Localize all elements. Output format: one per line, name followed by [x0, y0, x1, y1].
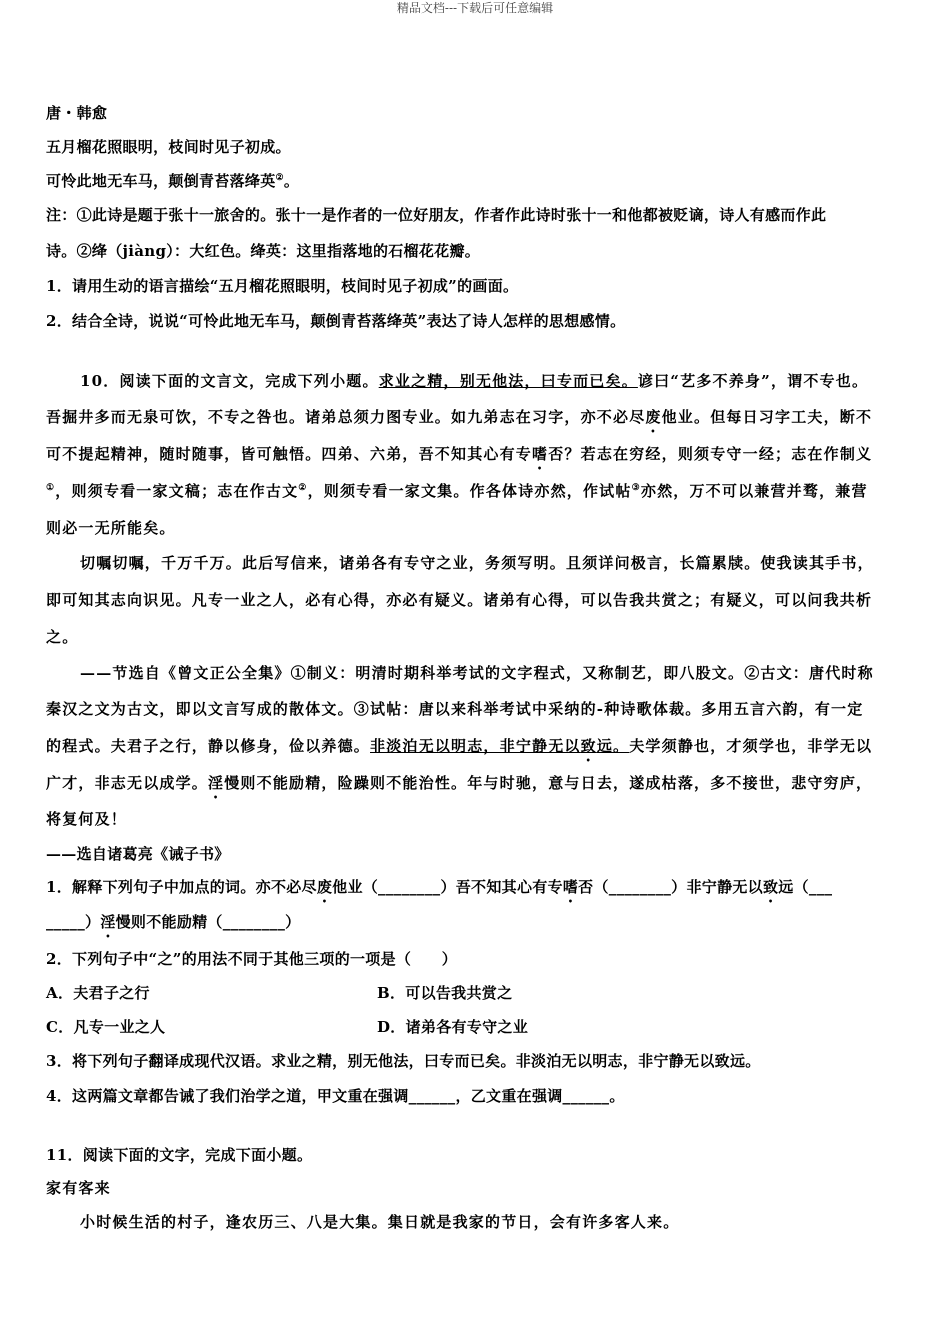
- q10-line-1: 10．阅读下面的文言文，完成下列小题。求业之精，别无他法，曰专而已矣。谚曰“艺多不养身”，谓不专也。: [80, 372, 869, 390]
- q11-subtitle: 家有客来: [46, 1179, 111, 1197]
- q10-sub-1: 1．解释下列句子中加点的词。亦不必尽废他业（________）吾不知其心有专嗜否（________）非宁静无以致远（___: [46, 878, 833, 896]
- q10-sub-3: 3．将下列句子翻译成现代汉语。求业之精，别无他法，曰专而已矣。非淡泊无以明志，非宁静无以致远。: [46, 1052, 761, 1070]
- q10-source: ——选自诸葛亮《诫子书》: [46, 845, 230, 863]
- q10-line-13: 将复何及！: [46, 810, 128, 828]
- option-c: C．凡专一业之人: [46, 1018, 166, 1036]
- q10-line-10: 秦汉之文为古文，即以文言写成的散体文。③试帖：唐以来科举考试中采纳的-种诗歌体裁。多用五言六韵，有一定: [46, 700, 864, 718]
- q10-line-2: 吾掘井多而无泉可饮，不专之咎也。诸弟总须力图专业。如九弟志在习字，亦不必尽废他业。但每日习字工夫，断不: [46, 408, 873, 426]
- poem-question-1: 1．请用生动的语言描绘“五月榴花照眼明，枝间时见子初成”的画面。: [46, 277, 519, 295]
- q10-line-3: 可不提起精神，随时随事，皆可触悟。四弟、六弟，吾不知其心有专嗜否？若志在穷经，则须专守一经；志在作制义: [46, 445, 873, 463]
- page-header: 精品文档---下载后可任意编辑: [396, 1, 554, 15]
- poem-author: 唐・韩愈: [46, 104, 108, 122]
- poem-note-1: 注：①此诗是题于张十一旅舍的。张十一是作者的一位好朋友，作者作此诗时张十一和他都被贬谪，诗人有感而作此: [46, 206, 827, 224]
- poem-note-2: 诗。②绛（jiàng）：大红色。绛英：这里指落地的石榴花花瓣。: [46, 242, 481, 260]
- q10-line-6: 切嘱切嘱，千万千万。此后写信来，诸弟各有专守之业，务须写明。且须详问极言，长篇累牍。使我读其手书，: [80, 554, 874, 572]
- q10-line-5: 则必一无所能矣。: [46, 519, 176, 537]
- q10-sub-1-cont: _____）淫慢则不能励精（________）: [46, 913, 301, 931]
- q10-line-7: 即可知其志向识见。凡专一业之人，必有心得，亦必有疑义。诸弟有心得，可以告我共赏之；有疑义，可以问我共析: [46, 591, 873, 609]
- q10-line-9: ——节选自《曾文正公全集》①制义：明清时期科举考试的文字程式，又称制艺，即八股文。②古文：唐代时称: [80, 664, 874, 682]
- poem-line-1: 五月榴花照眼明，枝间时见子初成。: [46, 138, 291, 156]
- q11-title: 11．阅读下面的文字，完成下面小题。: [46, 1146, 313, 1164]
- q10-line-8: 之。: [46, 628, 79, 646]
- q11-paragraph-1: 小时候生活的村子，逢农历三、八是大集。集日就是我家的节日，会有许多客人来。: [80, 1213, 680, 1231]
- option-d: D．诸弟各有专守之业: [377, 1018, 529, 1036]
- poem-line-2: 可怜此地无车马，颠倒青苔落绛英②。: [46, 172, 300, 190]
- option-a: A．夫君子之行: [46, 984, 150, 1002]
- q10-sub-2: 2．下列句子中“之”的用法不同于其他三项的一项是（ ）: [46, 950, 458, 968]
- poem-question-2: 2．结合全诗，说说“可怜此地无车马，颠倒青苔落绛英”表达了诗人怎样的思想感情。: [46, 312, 626, 330]
- option-b: B．可以告我共赏之: [377, 984, 513, 1002]
- q10-line-11: 的程式。夫君子之行，静以修身，俭以养德。非淡泊无以明志，非宁静无以致远。夫学须静也，才须学也，非学无以: [46, 737, 873, 755]
- q10-line-12: 广才，非志无以成学。淫慢则不能励精，险躁则不能治性。年与时驰，意与日去，遂成枯落，多不接世，悲守穷庐，: [46, 774, 873, 792]
- q10-sub-4: 4．这两篇文章都告诫了我们治学之道，甲文重在强调______，乙文重在强调______。: [46, 1087, 625, 1105]
- q10-line-4: ①，则须专看一家文稿；志在作古文②，则须专看一家文集。作各体诗亦然，作试帖③亦然，万不可以兼营并骛，兼营: [46, 482, 868, 500]
